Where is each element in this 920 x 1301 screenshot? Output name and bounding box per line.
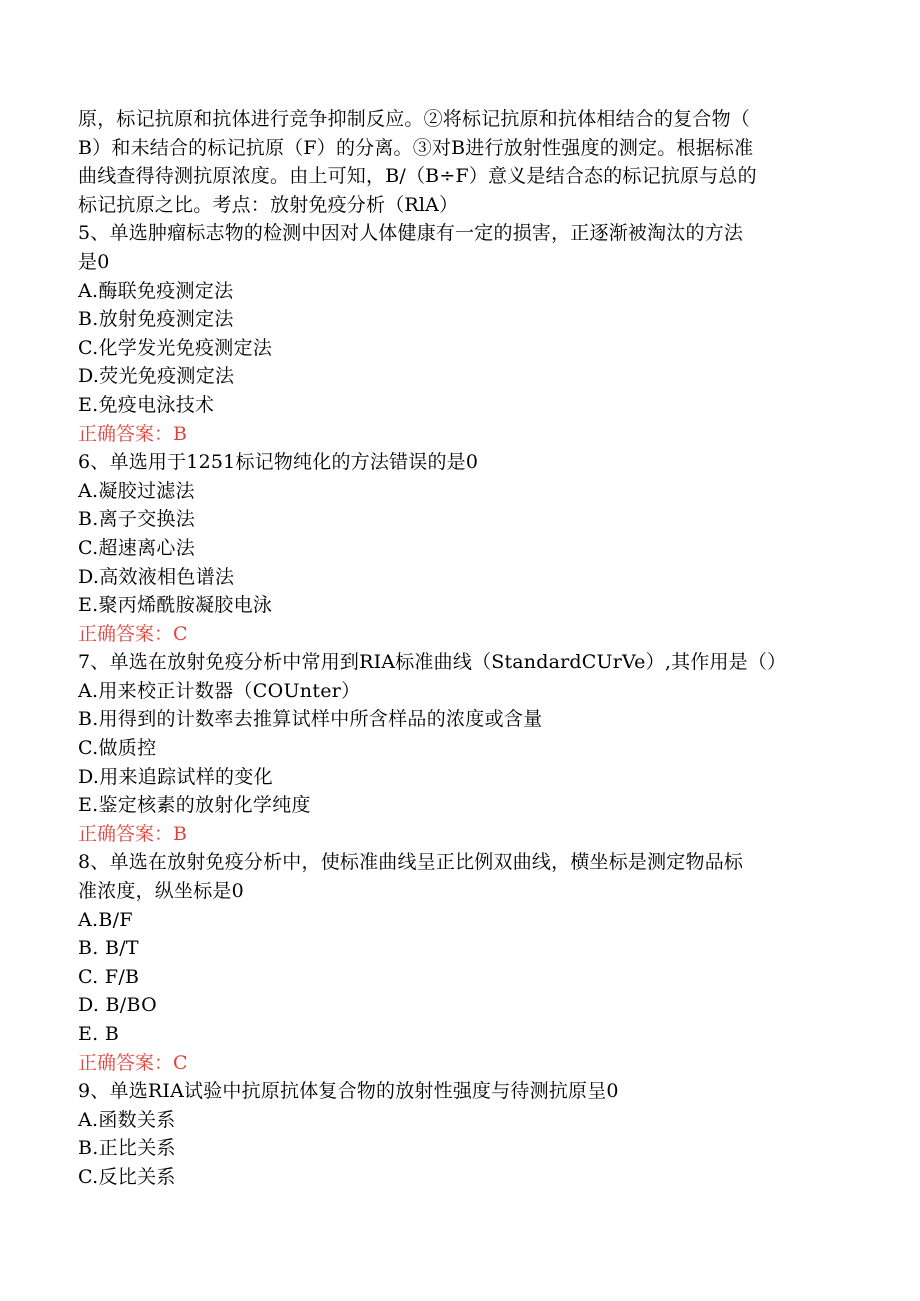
- question-8: [78, 848, 840, 1077]
- option-a: A.用来校正计数器（COUnter）: [78, 679, 361, 702]
- option-d: D.高效液相色谱法: [78, 565, 235, 588]
- option-a: A.B/F: [78, 908, 133, 931]
- correct-answer: 正确答案：B: [78, 822, 187, 845]
- question-stem-line: 6、单选用于1251标记物纯化的方法错误的是0: [78, 451, 479, 474]
- option-d: D. B/BO: [78, 994, 157, 1017]
- question-stem: [78, 848, 840, 905]
- question-stem: [78, 448, 840, 477]
- option-e: E.聚丙烯酰胺凝胶电泳: [78, 594, 273, 617]
- option-c: C.超速离心法: [78, 536, 196, 559]
- option-b: B.放射免疫测定法: [78, 308, 234, 331]
- option-b: B.用得到的计数率去推算试样中所含样品的浓度或含量: [78, 708, 543, 731]
- option-e: E. B: [78, 1023, 120, 1045]
- option-c: C.反比关系: [78, 1165, 176, 1188]
- question-stem: [78, 648, 840, 677]
- option-e: E.鉴定核素的放射化学纯度: [78, 794, 311, 817]
- question-stem-line: 5、单选肿瘤标志物的检测中因对人体健康有一定的损害，正逐渐被淘汰的方法: [78, 222, 744, 245]
- intro-line: 曲线查得待测抗原浓度。由上可知，B/（B÷F）意义是结合态的标记抗原与总的: [78, 165, 757, 188]
- intro-line: B）和未结合的标记抗原（F）的分离。③对B进行放射性强度的测定。根据标准: [78, 136, 754, 159]
- correct-answer: 正确答案：B: [78, 422, 187, 445]
- question-6: [78, 448, 840, 648]
- question-stem-line: 9、单选RIA试验中抗原抗体复合物的放射性强度与待测抗原呈0: [78, 1080, 619, 1103]
- option-b: B.离子交换法: [78, 508, 196, 531]
- correct-answer: 正确答案：C: [78, 622, 188, 645]
- question-9: [78, 1077, 840, 1191]
- option-a: A.函数关系: [78, 1108, 176, 1131]
- intro-paragraph: [78, 105, 840, 219]
- question-5: [78, 219, 840, 448]
- question-7: [78, 648, 840, 848]
- option-e: E.免疫电泳技术: [78, 393, 215, 416]
- option-c: C.做质控: [78, 737, 157, 760]
- intro-line: 原，标记抗原和抗体进行竞争抑制反应。②将标记抗原和抗体相结合的复合物（: [78, 108, 751, 130]
- question-stem-line: 准浓度，纵坐标是0: [78, 880, 244, 903]
- question-stem-line: 是0: [78, 250, 110, 273]
- option-b: B.正比关系: [78, 1137, 176, 1160]
- question-stem-line: 8、单选在放射免疫分析中，使标准曲线呈正比例双曲线，横坐标是测定物品标: [78, 851, 744, 874]
- option-a: A.酶联免疫测定法: [78, 279, 234, 302]
- option-d: D.用来追踪试样的变化: [78, 765, 273, 788]
- question-stem-line: 7、单选在放射免疫分析中常用到RIA标准曲线（StandardCUrVe）,其作用是（）: [78, 651, 787, 674]
- option-c: C. F/B: [78, 965, 140, 988]
- question-stem: [78, 1077, 840, 1106]
- question-stem: [78, 219, 840, 276]
- correct-answer: 正确答案：C: [78, 1051, 188, 1074]
- option-a: A.凝胶过滤法: [78, 479, 195, 502]
- option-d: D.荧光免疫测定法: [78, 365, 235, 388]
- intro-line: 标记抗原之比。考点：放射免疫分析（RlA）: [78, 193, 459, 216]
- option-b: B. B/T: [78, 937, 139, 960]
- option-c: C.化学发光免疫测定法: [78, 336, 273, 359]
